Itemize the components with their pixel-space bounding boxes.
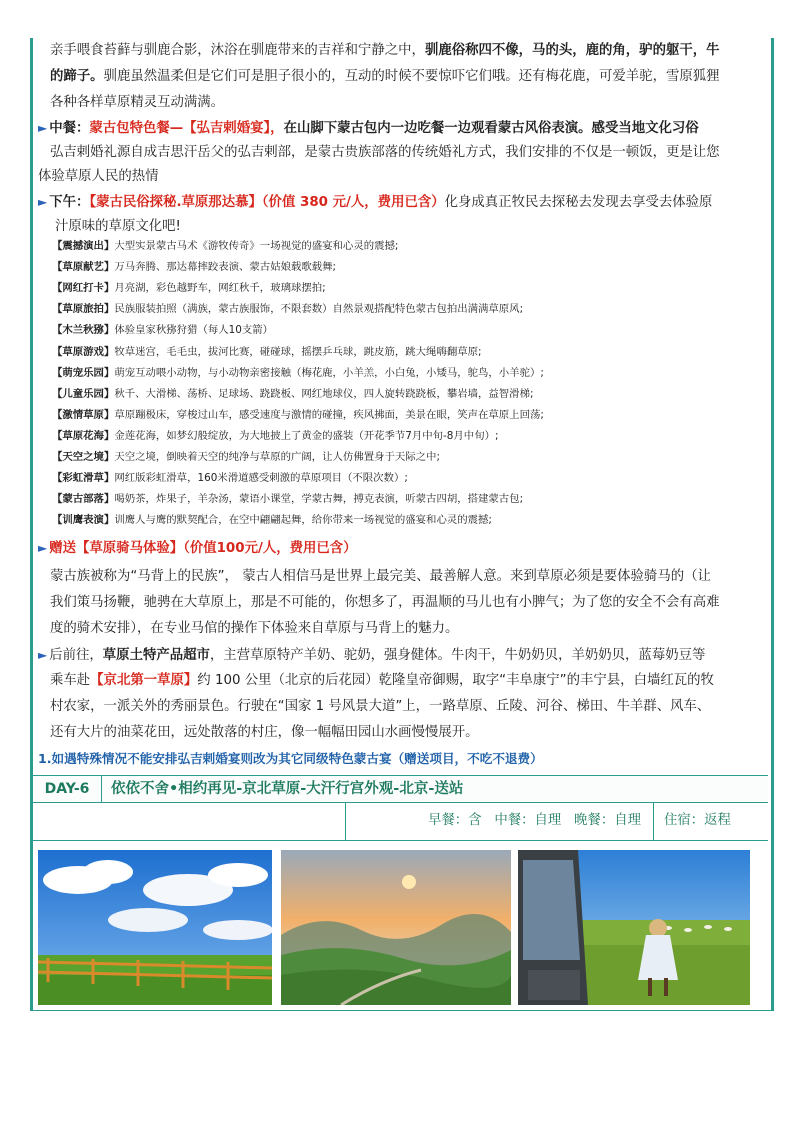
breakfast-label: 早餐： xyxy=(427,813,469,828)
intro-text: 亲手喂食苔藓与驯鹿合影，沐浴在驯鹿带来的吉祥和宁静之中， xyxy=(50,43,425,58)
activity-tag: 【震撼演出】 xyxy=(52,240,115,252)
lunch-desc-2: 体验草原人民的热情 xyxy=(38,169,159,184)
activity-item xyxy=(52,320,273,341)
market-l2-pre: 乘车赴 xyxy=(50,673,91,688)
activity-item xyxy=(52,236,398,257)
activity-item xyxy=(52,510,492,531)
lunch-label: 中餐： xyxy=(49,121,90,136)
activity-item xyxy=(52,468,408,489)
arrow-icon: ► xyxy=(38,121,48,135)
lunch-rest: 在山脚下蒙古包内一边吃餐一边观看蒙古风俗表演。感受当地文化习俗 xyxy=(283,121,699,136)
arrow-icon: ► xyxy=(38,541,48,555)
day6-header xyxy=(33,775,768,803)
breakfast-value: 含 xyxy=(468,813,482,828)
gift-line-3: 度的骑术安排），在专业马倌的操作下体验来自草原与马背上的魅力。 xyxy=(50,621,459,636)
intro-text-3: 各种各样草原精灵互动满满。 xyxy=(50,95,225,110)
lunch-meal-value: 自理 xyxy=(534,813,562,828)
activity-text: 喝奶茶，炸果子，羊杂汤，蒙语小课堂，学蒙古舞，搏克表演，听蒙古四胡，搭建蒙古包; xyxy=(114,493,524,506)
gift-title: 赠送【草原骑马体验】（价值100元/人，费用已含） xyxy=(49,541,357,556)
activity-item xyxy=(52,489,523,510)
market-pre: 后前往， xyxy=(49,648,103,663)
activity-item xyxy=(52,278,326,299)
activity-text: 月亮湖，彩色越野车，网红秋千，玻璃球摆拍; xyxy=(114,282,326,295)
stay-value: 返程 xyxy=(704,813,731,828)
dinner-label: 晚餐： xyxy=(574,813,615,828)
activity-tag: 【激情草原】 xyxy=(52,408,115,421)
activity-text: 天空之境，倒映着天空的纯净与草原的广阔，让人仿佛置身于天际之中; xyxy=(114,451,440,463)
activity-text: 牧草迷宫，毛毛虫，拔河比赛，碰碰球，摇摆乒乓球，跳皮筋，跳大绳嗨翻草原; xyxy=(114,345,482,358)
dinner-value: 自理 xyxy=(614,813,641,828)
activity-item xyxy=(52,384,533,405)
activity-item xyxy=(52,342,482,363)
gift-line-1: 蒙古族被称为“马背上的民族”， 蒙古人相信马是世界上最完美、最善解人意。来到草原必须是要体验骑马的（让 xyxy=(50,569,711,584)
market-rest: ，主营草原特产羊奶、驼奶，强身健体。牛肉干，牛奶奶贝，羊奶奶贝，蓝莓奶豆等 xyxy=(209,648,706,663)
gift-title-line xyxy=(38,535,753,562)
day-label: DAY-6 xyxy=(33,776,102,802)
market-line-4: 还有大片的油菜花田，远处散落的村庄，像一幅幅田园山水画慢慢展开。 xyxy=(50,725,479,740)
activity-tag: 【草原花海】 xyxy=(52,429,115,442)
activity-tag: 【木兰秋猕】 xyxy=(52,324,115,337)
activity-text: 秋千、大滑梯、荡桥、足球场、跷跷板、网红地球仪，四人旋转跷跷板，攀岩墙，益智滑梯; xyxy=(114,387,534,400)
intro-line-3 xyxy=(50,90,765,116)
activity-text: 大型实景蒙古马术《游牧传奇》一场视觉的盛宴和心灵的震撼; xyxy=(114,240,399,252)
activity-tag: 【蒙古部落】 xyxy=(52,493,115,506)
activity-text: 萌宠互动喂小动物，与小动物亲密接触（梅花鹿，小羊羔，小白兔，小矮马，鸵鸟，小羊驼）; xyxy=(114,366,544,379)
activity-item xyxy=(52,299,523,320)
market-line-3: 村农家，一派关外的秀丽景色。行驶在“国家 1 号风景大道”上，一路草原、丘陵、河谷、梯田、牛羊群、风车、 xyxy=(50,699,711,714)
day-title: 依依不舍•相约再见-京北草原-大汗行宫外观-北京-送站 xyxy=(111,781,464,797)
afternoon-line xyxy=(38,189,753,216)
market-line-1 xyxy=(38,642,753,669)
afternoon-label: 下午： xyxy=(49,195,90,210)
lunch-desc-1: 弘吉剌婚礼源自成吉思汗岳父的弘吉剌部，是蒙古贵族部落的传统婚礼方式，我们安排的不仅是一顿饭，更是让您 xyxy=(50,145,720,160)
lunch-meal-label: 中餐： xyxy=(494,813,535,828)
activity-tag: 【草原献艺】 xyxy=(52,261,115,274)
activity-text: 草原蹦极床，穿梭过山车，感受速度与激情的碰撞，疾风拂面，美景在眼，笑声在草原上回荡; xyxy=(114,408,544,421)
activity-text: 网红版彩虹滑草，160米滑道感受刺激的草原项目（不限次数）; xyxy=(114,472,408,485)
activity-tag: 【训鹰表演】 xyxy=(52,514,115,527)
market-l2-highlight: 【京北第一草原】 xyxy=(90,673,198,688)
activity-text: 金莲花海，如梦幻般绽放，为大地披上了黄金的盛装（开花季节7月中旬-8月中旬）; xyxy=(114,429,499,442)
intro-line-2 xyxy=(50,64,765,90)
afternoon-rest: 化身成真正牧民去探秘去发现去享受去体验原 xyxy=(444,195,713,210)
lunch-highlight: 蒙古包特色餐—【弘吉剌婚宴】， xyxy=(89,121,284,136)
market-l2-rest: 约 100 公里（北京的后花园）乾隆皇帝御赐，取字“丰阜康宁”的丰宁县，白墙红瓦的牧 xyxy=(197,673,714,688)
photo-grassland-fence xyxy=(38,850,272,1005)
stay-cell xyxy=(653,802,768,840)
activity-text: 体验皇家秋猕狩猎（每人10支箭） xyxy=(114,324,274,337)
activity-text: 民族服装拍照（满族，蒙古族服饰，不限套数）自然景观搭配特色蒙古包拍出满满草原风; xyxy=(114,303,524,316)
activity-tag: 【萌宠乐园】 xyxy=(52,366,115,379)
arrow-icon: ► xyxy=(38,648,48,662)
intro-line-1 xyxy=(50,38,765,64)
gift-line-2: 我们策马扬鞭，驰骋在大草原上，那是不可能的，你想多了，再温顺的马儿也有小脾气；为了您的安全不会有高难 xyxy=(50,595,720,610)
intro-text-2: 驯鹿虽然温柔但是它们可是胆子很小的，互动的时候不要惊吓它们哦。还有梅花鹿，可爱羊驼，雪原狐狸 xyxy=(103,69,720,84)
stay-label: 住宿： xyxy=(664,813,705,828)
market-bold: 草原土特产品超市 xyxy=(102,648,210,663)
meal-row xyxy=(33,802,768,841)
afternoon-line-2: 汁原味的草原文化吧! xyxy=(55,219,181,234)
photo-girl-car xyxy=(518,850,750,1005)
lunch-line xyxy=(38,115,753,142)
activity-text: 训鹰人与鹰的默契配合，在空中翩翩起舞，给你带来一场视觉的盛宴和心灵的震撼; xyxy=(114,514,492,527)
activity-tag: 【网红打卡】 xyxy=(52,282,115,295)
market-line-2 xyxy=(50,668,765,694)
activity-item xyxy=(52,426,498,447)
afternoon-highlight: 【蒙古民俗探秘.草原那达慕】（价值 380 元/人，费用已含） xyxy=(89,195,445,210)
activity-tag: 【天空之境】 xyxy=(52,451,115,463)
activity-tag: 【儿童乐园】 xyxy=(52,387,115,400)
arrow-icon: ► xyxy=(38,195,48,209)
intro-bold-2: 的蹄子。 xyxy=(50,69,104,84)
meals-cell xyxy=(345,802,653,840)
activity-item xyxy=(52,257,336,278)
activity-item xyxy=(52,363,544,384)
photo-sunset-hills xyxy=(281,850,511,1005)
activity-tag: 【草原旅拍】 xyxy=(52,303,115,316)
note-text: 1.如遇特殊情况不能安排弘吉剌婚宴则改为其它同级特色蒙古宴（赠送项目，不吃不退费） xyxy=(38,751,543,766)
activity-tag: 【草原游戏】 xyxy=(52,345,115,358)
activity-text: 万马奔腾、那达幕摔跤表演、蒙古姑娘载歌载舞; xyxy=(114,261,337,274)
intro-bold: 驯鹿俗称四不像，马的头，鹿的角，驴的躯干，牛 xyxy=(424,43,720,58)
activity-item xyxy=(52,405,544,426)
note-line xyxy=(38,747,753,771)
activity-item xyxy=(52,447,440,468)
activity-tag: 【彩虹滑草】 xyxy=(52,472,115,485)
